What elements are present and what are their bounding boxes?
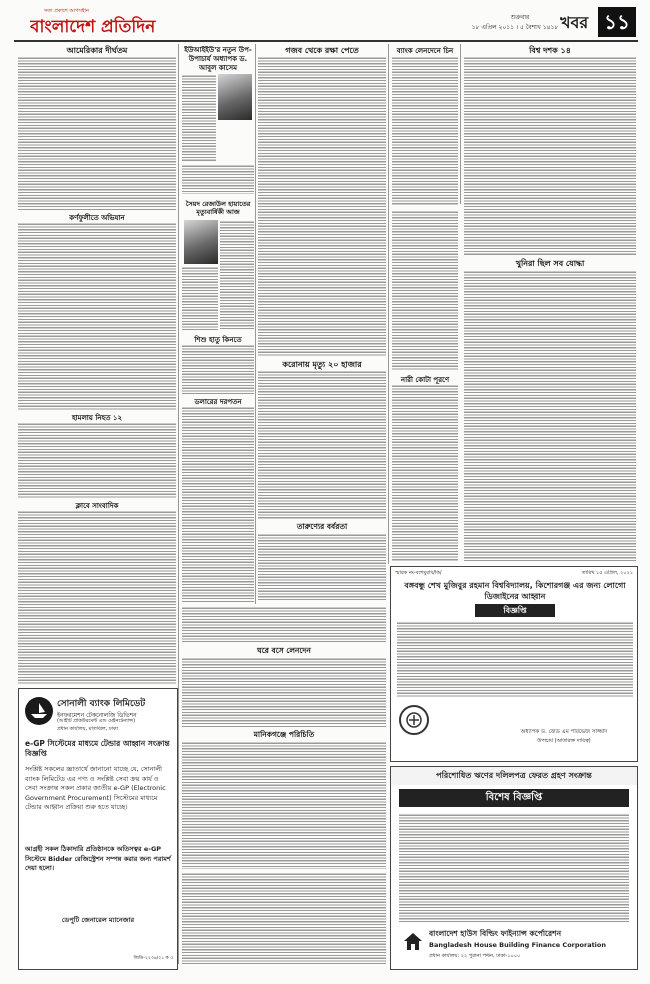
article-title-12: নারী কোটা পূরণে (400, 376, 450, 384)
bsmru-signature-role: উপাচার্য (অতিরিক্ত দায়িত্ব) (537, 738, 591, 744)
bhbfc-body (399, 813, 629, 923)
column-divider (178, 44, 179, 964)
sonali-office: প্রধান কার্যালয়, মতিঝিল, ঢাকা (57, 726, 118, 732)
page-number-box (598, 7, 636, 37)
article-body-17 (182, 406, 254, 602)
article-title-9: কর্ণফুলীতে অভিযান (69, 214, 125, 222)
article-body-9 (18, 222, 176, 410)
house-logo-icon (401, 929, 425, 953)
article-body-4 (392, 56, 458, 206)
date-line: ১৮ এপ্রিল ২০১১ । ৫ বৈশাখ ১৪১৮ (471, 24, 559, 31)
article-body-20 (182, 872, 386, 964)
article-title-11: করোনায় মৃত্যু ২০ হাজার (282, 360, 362, 369)
sonali-sub: (আইটি প্রকিউরমেন্ট এন্ড মেইনটেন্যান্স) (57, 718, 136, 724)
article-title-8: সৈয়দ রেজাউল হায়াতের মৃত্যুবার্ষিকী আজ (185, 200, 251, 216)
article-body-8b (182, 266, 218, 330)
bhbfc-top: পরিশোধিত ঋণের দলিলপত্র ফেরত গ্রহণ সংক্রান্ত (436, 771, 592, 780)
bsmru-notice-band: বিজ্ঞপ্তি (475, 604, 555, 617)
article-body-2 (182, 74, 216, 162)
article-body-1 (18, 56, 176, 210)
column-divider (388, 44, 389, 564)
article-title-15: ক্লাবে সাংবাদিক (75, 502, 119, 510)
article-body-10 (182, 344, 254, 394)
portrait-photo (218, 74, 252, 120)
sonali-bank-ad (18, 688, 178, 970)
article-body-5 (464, 56, 636, 256)
boat-icon (25, 697, 53, 725)
bhbfc-top-band (391, 767, 637, 785)
bhbfc-office: প্রধান কার্যালয়: ২২ পুরানা পল্টন, ঢাকা-১০০০ (429, 953, 521, 959)
article-title-13: খুনিরা ছিল সব যোদ্ধা (515, 259, 585, 268)
bhbfc-org-en: Bangladesh House Building Finance Corporation (429, 941, 607, 949)
article-body-12 (392, 384, 458, 562)
column-divider (255, 44, 256, 604)
page-number: ১১ (604, 10, 630, 34)
logo-tagline: সত্য প্রকাশে আপসহীন (44, 8, 89, 14)
article-title-4: ব্যাংক লেনদেনে চিন (396, 47, 454, 55)
article-body-3 (258, 56, 386, 356)
bhbfc-org-bn: বাংলাদেশ হাউস বিল্ডিং ফাইন্যান্স কর্পোরেশন (429, 929, 562, 938)
article-title-16: তারুণ্যের বর্বরতা (296, 522, 348, 531)
article-body-16 (258, 533, 386, 601)
article-body-15 (18, 510, 176, 684)
newspaper-logo: বাংলাদেশ প্রতিদিন (30, 17, 156, 36)
column-divider (460, 44, 461, 204)
memorial-photo (184, 220, 218, 264)
article-body-16b (182, 606, 386, 642)
article-body-2b (182, 164, 254, 194)
article-title-18: ঘরে বসে লেনদেন (257, 646, 311, 655)
university-logo-icon (399, 705, 429, 735)
article-title-5: বিশ্ব দশক ১৪ (529, 46, 571, 55)
article-title-3: গজব থেকে রক্ষা পেতে (285, 46, 359, 55)
article-body-8 (220, 220, 254, 330)
date-day: শুক্রবার (510, 14, 530, 21)
section-label: খবর (560, 13, 589, 32)
bsmru-ref-date: তারিখ ১৫ এপ্রিল, ২০২১ (581, 570, 633, 576)
bsmru-logo-ad (390, 566, 638, 762)
sonali-name: সোনালী ব্যাংক লিমিডেট (57, 699, 146, 709)
article-body-19 (182, 741, 386, 869)
article-title-19: মানিকগঞ্জে পরিচিতি (253, 730, 315, 739)
article-title-2: ইউআইইউ'র নতুন উপ-উপাচার্য অধ্যাপক ড. আবুল কাসেম (184, 46, 252, 72)
bsmru-signature: অধ্যাপক ড. জেড এম পারভেজ সাজ্জাদ (520, 729, 608, 735)
bsmru-headline: বঙ্গবন্ধু শেখ মুজিবুর রহমান বিশ্ববিদ্যালয়, কিশোরগঞ্জ এর জন্য লোগো ডিজাইনের আহ্বান (404, 581, 626, 601)
sonali-division: ইনফরমেশন টেকনোলজি ডিভিশন (57, 712, 137, 719)
bhbfc-notice-band: বিশেষ বিজ্ঞপ্তি (399, 789, 629, 807)
article-title-1: আমেরিকার দীর্ঘতম (66, 46, 128, 55)
sonali-code: জিডি-২২৩৬/২১ ক ৩ (133, 956, 173, 961)
bhbfc-notice-ad (390, 766, 638, 970)
sonali-signature: ডেপুটি জেনারেল ম্যানেজার (61, 916, 135, 924)
article-body-11 (258, 370, 386, 520)
sonali-body-2: আগ্রহী সকল ঠিকাদারি প্রতিষ্ঠানকে অতিসত্বর e-GP সিস্টেমে Bidder রেজিস্ট্রেশন সম্পন্ন করার জন্য পরামর্শ দেয়া হলো। (25, 845, 171, 872)
masthead-rule (14, 40, 638, 42)
sonali-headline: e-GP সিস্টেমের মাধ্যমে টেন্ডার আহ্বান সংক্রান্ত বিজ্ঞপ্তি (25, 739, 170, 758)
article-title-17: ডলারের দরপতন (194, 398, 242, 406)
bsmru-ref: স্মারক নং-বশেমুরবি/কি/ (395, 570, 442, 576)
sonali-body-1: সংশ্লিষ্ট সকলের জ্ঞাতার্থে জানানো যাচ্ছে যে, সোনালী ব্যাংক লিমিটেড এর পণ্য ও সংশ্লিষ্ট সেবা ক্রয় কার্য ও সেবা সংক্রান্ত সকল প্রকার জাতীয় e-GP (Electronic Government Procurement) সিস্টেমের মাধ্যমে টেন্ডার আহ্বান প্রক্রিয়া শুরু হতে যাচ্ছে। (25, 765, 166, 811)
article-title-14: হামলায় নিহত ১২ (71, 414, 123, 422)
article-body-18 (182, 657, 386, 727)
bsmru-body (397, 621, 633, 697)
article-body-14 (18, 422, 176, 498)
article-title-10: শিশু হাতু কিনতে (194, 336, 242, 344)
article-body-13 (464, 270, 636, 562)
article-body-4b (392, 210, 458, 370)
